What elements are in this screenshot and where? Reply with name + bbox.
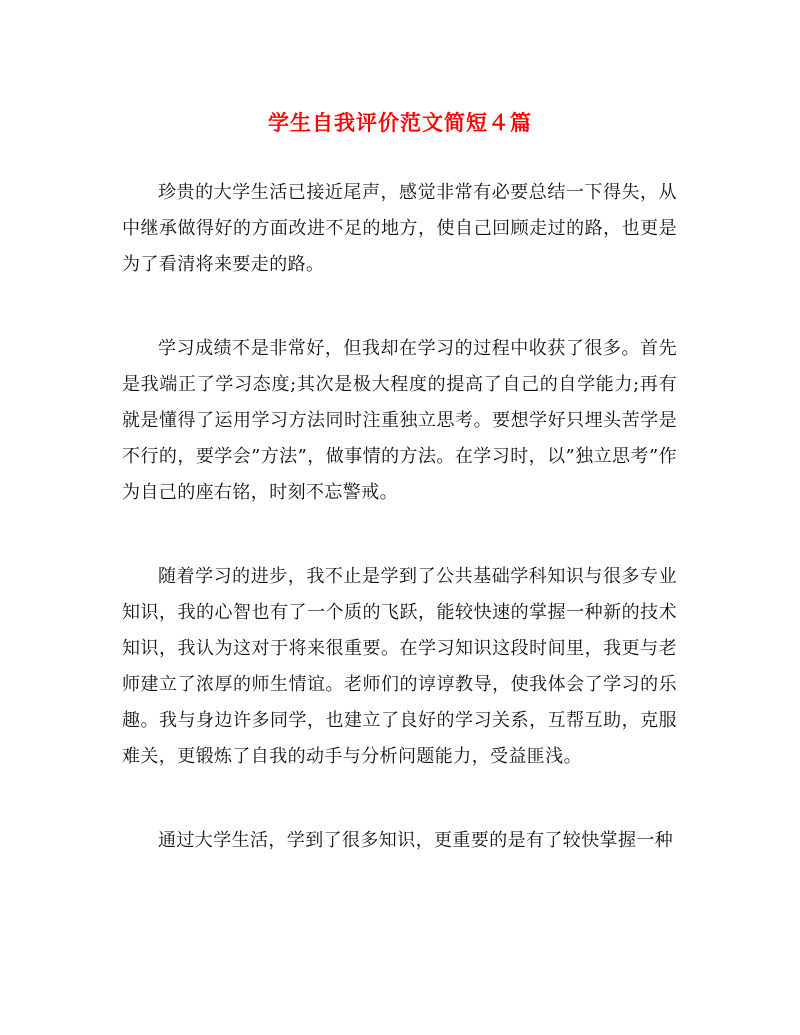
paragraph-1: 珍贵的大学生活已接近尾声，感觉非常有必要总结一下得失，从中继承做得好的方面改进不足的地方，使自己回顾走过的路，也更是为了看清将来要走的路。 (122, 182, 677, 275)
paragraph-3: 随着学习的进步，我不止是学到了公共基础学科知识与很多专业知识，我的心智也有了一个质的飞跃，能较快速的掌握一种新的技术知识，我认为这对于将来很重要。在学习知识这段时间里，我更与老师建立了浓厚的师生情谊。老师们的谆谆教导，使我体会了学习的乐趣。我与身边许多同学，也建立了良好的学习关系，互帮互助，克服难关，更锻炼了自我的动手与分析问题能力，受益匪浅。 (122, 566, 677, 767)
paragraph-2: 学习成绩不是非常好，但我却在学习的过程中收获了很多。首先是我端正了学习态度;其次是极大程度的提高了自己的自学能力;再有就是懂得了运用学习方法同时注重独立思考。要想学好只埋头苦学是不行的，要学会”方法”，做事情的方法。在学习时，以”独立思考”作为自己的座右铭，时刻不忘警戒。 (122, 338, 677, 503)
document-body (122, 175, 677, 907)
paragraph-4: 通过大学生活，学到了很多知识，更重要的是有了较快掌握一种 (158, 830, 674, 851)
page-title: 学生自我评价范文简短４篇 (268, 110, 532, 135)
